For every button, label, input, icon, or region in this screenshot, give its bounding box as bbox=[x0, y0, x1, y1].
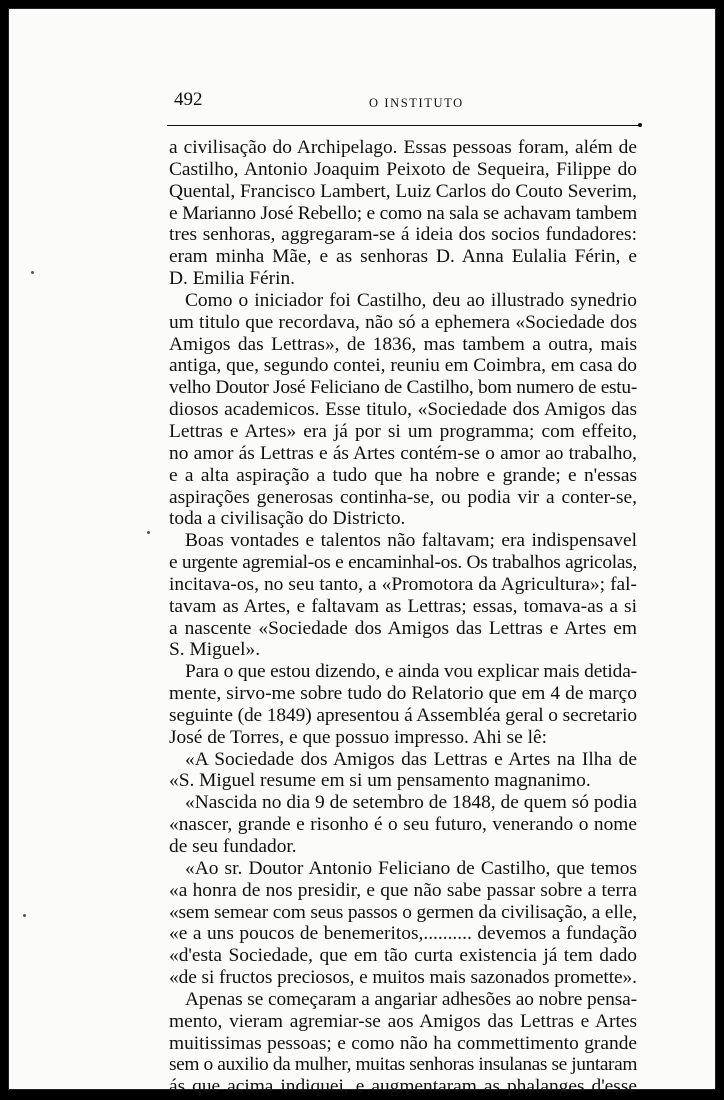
text-line: Castilho, Antonio Joaquim Peixoto de Sequeira, Filippe do bbox=[169, 158, 637, 180]
running-title: O INSTITUTO bbox=[369, 96, 464, 110]
page-header bbox=[174, 87, 644, 115]
text-line: «Ao sr. Doutor Antonio Feliciano de Castilho, que temos bbox=[185, 857, 637, 879]
text-line: eram minha Mãe, e as senhoras D. Anna Eulalia Férin, e bbox=[169, 246, 637, 268]
text-line: incitava-os, no seu tanto, a «Promotora da Agricultura»; fal- bbox=[169, 573, 637, 595]
text-line: D. Emilia Férin. bbox=[169, 268, 296, 290]
text-line: antiga, que, segundo contei, reuniu em Coimbra, em casa do bbox=[169, 355, 637, 377]
text-line: Amigos das Lettras», de 1836, mas tambem a outra, mais bbox=[169, 333, 637, 355]
text-line: «A Sociedade dos Amigos das Lettras e Artes na Ilha de bbox=[185, 748, 637, 770]
header-rule-end-mark bbox=[638, 123, 642, 127]
scan-speck bbox=[23, 914, 26, 917]
text-line: Como o iniciador foi Castilho, deu ao illustrado synedrio bbox=[185, 289, 637, 311]
text-line: «de si fructos preciosos, e muitos mais sazonados promette». bbox=[169, 967, 637, 989]
scan-speck bbox=[147, 531, 150, 534]
text-line: mente, sirvo-me sobre tudo do Relatorio que em 4 de março bbox=[169, 683, 637, 705]
text-line: «S. Miguel resume em si um pensamento magnanimo. bbox=[169, 770, 591, 792]
text-line: «d'esta Sociedade, que em tão curta existencia já tem dado bbox=[169, 945, 637, 967]
text-line: no amor ás Lettras e ás Artes contém-se o amor ao trabalho, bbox=[169, 442, 637, 464]
text-line: velho Doutor José Feliciano de Castilho, bom numero de estu- bbox=[169, 377, 637, 399]
text-line: «e a uns poucos de benemeritos,.......... devemos a fundação bbox=[169, 923, 637, 945]
text-line: tres senhoras, aggregaram-se á ideia dos socios fundadores: bbox=[169, 224, 637, 246]
body-text bbox=[169, 137, 637, 1098]
text-line: e urgente agremial-os e encaminhal-os. Os trabalhos agricolas, bbox=[169, 552, 637, 574]
text-line: Quental, Francisco Lambert, Luiz Carlos do Couto Severim, bbox=[169, 180, 637, 202]
text-line: aspirações generosas continha-se, ou podia vir a conter-se, bbox=[169, 486, 637, 508]
text-line: diosos academicos. Esse titulo, «Sociedade dos Amigos das bbox=[169, 399, 637, 421]
text-line: e a alta aspiração a tudo que ha nobre e grande; e n'essas bbox=[169, 464, 637, 486]
text-line: «a honra de nos presidir, e que não sabe passar sobre a terra bbox=[169, 879, 637, 901]
text-line: Apenas se começaram a angariar adhesões ao nobre pensa- bbox=[185, 988, 637, 1010]
page-number: 492 bbox=[174, 89, 203, 110]
text-line: tavam as Artes, e faltavam as Lettras; essas, tomava-as a si bbox=[169, 595, 637, 617]
text-line: e Marianno José Rebello; e como na sala se achavam tambem bbox=[169, 202, 637, 224]
text-line: a nascente «Sociedade dos Amigos das Lettras e Artes em bbox=[169, 617, 637, 639]
scan-speck bbox=[31, 271, 34, 274]
text-line: «nascer, grande e risonho é o seu futuro, venerando o nome bbox=[169, 814, 637, 836]
text-line: de seu fundador. bbox=[169, 836, 297, 857]
text-line: toda a civilisação do Districto. bbox=[169, 508, 406, 530]
text-line: seguinte (de 1849) apresentou á Assembléa geral o secretario bbox=[169, 704, 637, 726]
text-line: a civilisação do Archipelago. Essas pessoas foram, além de bbox=[169, 137, 637, 158]
text-line: Lettras e Artes» era já por si um programma; com effeito, bbox=[169, 420, 637, 442]
text-line: Para o que estou dizendo, e ainda vou explicar mais detida- bbox=[185, 661, 637, 683]
book-page bbox=[8, 8, 716, 1098]
text-line: ás que acima indiquei, e augmentaram as phalanges d'esse bbox=[169, 1076, 637, 1098]
text-line: Boas vontades e talentos não faltavam; era indispensavel bbox=[185, 530, 637, 552]
text-line: S. Miguel». bbox=[169, 639, 261, 661]
text-line: «sem semear com seus passos o germen da civilisação, a elle, bbox=[169, 901, 637, 923]
text-line: «Nascida no dia 9 de setembro de 1848, de quem só podia bbox=[185, 792, 637, 814]
text-line: muitissimas pessoas; e como não ha commettimento grande bbox=[169, 1032, 637, 1054]
text-line: José de Torres, e que possuo impresso. Ahi se lê: bbox=[169, 726, 547, 748]
header-rule bbox=[167, 125, 640, 126]
text-line: sem o auxilio da mulher, muitas senhoras insulanas se juntaram bbox=[169, 1054, 637, 1076]
text-line: mento, vieram agremiar-se aos Amigos das Lettras e Artes bbox=[169, 1010, 637, 1032]
text-line: um titulo que recordava, não só a ephemera «Sociedade dos bbox=[169, 311, 637, 333]
